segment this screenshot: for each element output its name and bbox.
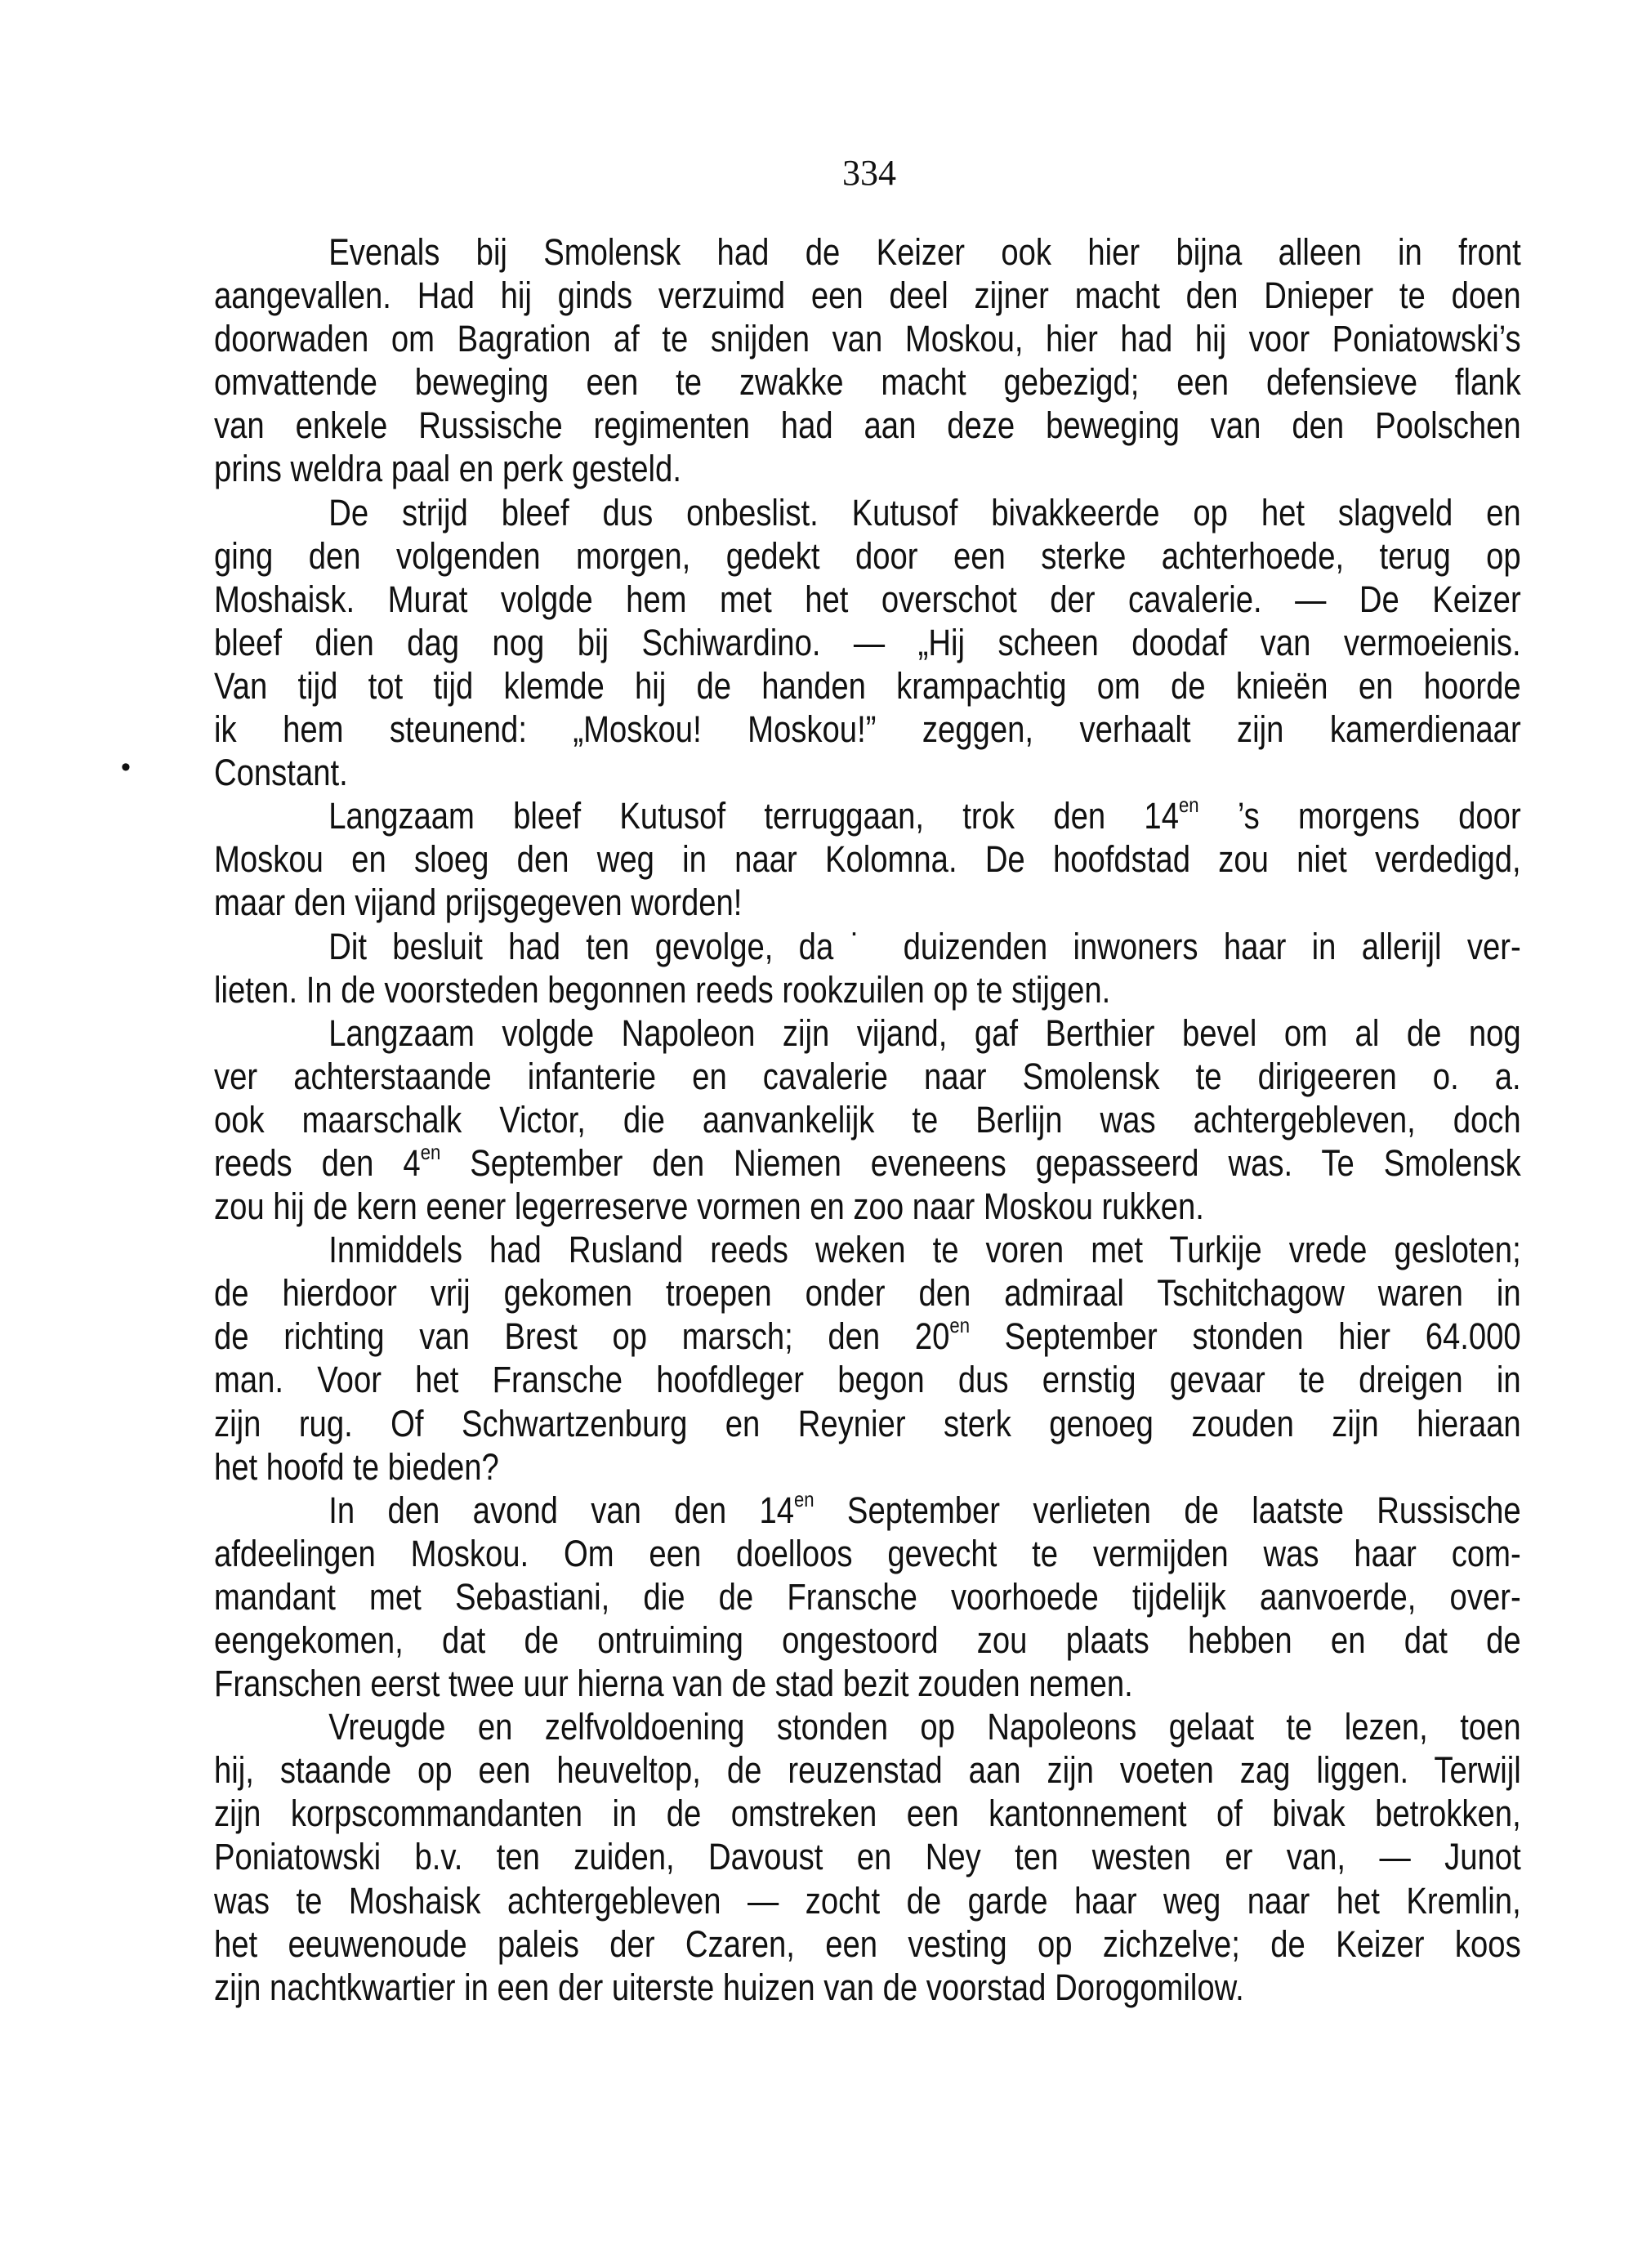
text-segment: Langzaam bleef Kutusof terruggaan, trok den 14 — [328, 795, 1179, 837]
text-line — [214, 1315, 1521, 1358]
text-line: man. Voor het Fransche hoofdleger begon dus ernstig gevaar te dreigen in — [214, 1359, 1521, 1401]
paragraph — [214, 491, 1521, 795]
text-line: bleef dien dag nog bij Schiwardino. — „Hij scheen doodaf van vermoeienis. — [214, 621, 1521, 663]
superscript: en — [949, 1313, 971, 1338]
text-line — [214, 1141, 1521, 1185]
text-segment: September verlieten de laatste Russische — [814, 1489, 1521, 1531]
paragraph — [214, 1228, 1521, 1489]
text-line — [214, 794, 1521, 837]
text-line: Inmiddels had Rusland reeds weken te voren met Turkije vrede gesloten; — [328, 1229, 1521, 1271]
text-line: Moshaisk. Murat volgde hem met het overschot der cavalerie. — De Keizer — [214, 578, 1521, 620]
text-line: lieten. In de voorsteden begonnen reeds rookzuilen op te stijgen. — [214, 968, 1111, 1011]
text-line: Van tijd tot tijd klemde hij de handen krampachtig om de knieën en hoorde — [214, 664, 1521, 707]
text-line: zou hij de kern eener legerreserve vormen en zoo naar Moskou rukken. — [214, 1185, 1204, 1228]
text-line: Dit besluit had ten gevolge, da˙ duizenden inwoners haar in allerijl ver- — [328, 925, 1521, 967]
text-line: Moskou en sloeg den weg in naar Kolomna. De hoofdstad zou niet verdedigd, — [214, 838, 1521, 881]
text-segment: September stonden hier 64.000 — [970, 1315, 1521, 1358]
text-line: ver achterstaande infanterie en cavalerie naar Smolensk te dirigeeren o. a. — [214, 1055, 1521, 1097]
text-line: ging den volgenden morgen, gedekt door een sterke achterhoede, terug op — [214, 534, 1521, 577]
text-line: Constant. — [214, 752, 348, 794]
paragraph — [214, 1011, 1521, 1228]
text-line: ook maarschalk Victor, die aanvankelijk te Berlijn was achtergebleven, doch — [214, 1098, 1521, 1141]
text-line: zijn korpscommandanten in de omstreken een kantonnement of bivak betrokken, — [214, 1793, 1521, 1835]
text-line: was te Moshaisk achtergebleven — zocht de garde haar weg naar het Kremlin, — [214, 1879, 1521, 1922]
margin-mark: • — [121, 752, 131, 783]
page-number: 334 — [842, 153, 896, 193]
text-segment: reeds den 4 — [214, 1141, 421, 1184]
text-segment: In den avond van den 14 — [328, 1489, 794, 1531]
text-line: ik hem steunend: „Moskou! Moskou!” zeggen, verhaalt zijn kamerdienaar — [214, 708, 1521, 751]
paragraph — [214, 794, 1521, 924]
paragraph — [214, 230, 1521, 491]
paragraph — [214, 1486, 1521, 1705]
text-line: Langzaam volgde Napoleon zijn vijand, gaf Berthier bevel om al de nog — [328, 1011, 1521, 1054]
text-line: Franschen eerst twee uur hierna van de stad bezit zouden nemen. — [214, 1663, 1133, 1705]
text-line: doorwaden om Bagration af te snijden van Moskou, hier had hij voor Poniatowski’s — [214, 318, 1521, 360]
text-segment: September den Niemen eveneens gepasseerd was. Te Smolensk — [440, 1141, 1521, 1184]
text-line: van enkele Russische regimenten had aan deze beweging van den Poolschen — [214, 404, 1521, 447]
text-line: zijn nachtkwartier in een der uiterste huizen van de voorstad Dorogomilow. — [214, 1966, 1244, 2008]
paragraph — [214, 925, 1521, 1011]
text-line: het hoofd te bieden? — [214, 1445, 499, 1488]
text-line: hij, staande op een heuveltop, de reuzenstad aan zijn voeten zag liggen. Terwijl — [214, 1749, 1521, 1792]
text-line: Vreugde en zelfvoldoening stonden op Napoleons gelaat te lezen, toen — [328, 1706, 1521, 1748]
text-line: mandant met Sebastiani, die de Fransche voorhoede tijdelijk aanvoerde, over- — [214, 1575, 1521, 1618]
text-line: De strijd bleef dus onbeslist. Kutusof bivakkeerde op het slagveld en — [328, 491, 1521, 534]
text-line: zijn rug. Of Schwartzenburg en Reynier sterk genoeg zouden zijn hieraan — [214, 1402, 1521, 1444]
text-line: het eeuwenoude paleis der Czaren, een vesting op zichzelve; de Keizer koos — [214, 1922, 1521, 1965]
text-line: Evenals bij Smolensk had de Keizer ook hier bijna alleen in front — [328, 231, 1521, 273]
text-line: prins weldra paal en perk gesteld. — [214, 448, 681, 490]
superscript: en — [420, 1139, 441, 1164]
superscript: en — [793, 1486, 814, 1511]
text-line: maar den vijand prijsgegeven worden! — [214, 882, 743, 924]
text-line: de hierdoor vrij gekomen troepen onder den admiraal Tschitchagow waren in — [214, 1272, 1521, 1315]
text-line — [214, 1486, 1521, 1532]
text-line: omvattende beweging een te zwakke macht gebezigd; een defensieve flank — [214, 361, 1521, 404]
text-segment: ’s morgens door — [1198, 795, 1521, 837]
body-text — [214, 230, 1521, 2009]
text-line: aangevallen. Had hij ginds verzuimd een deel zijner macht den Dnieper te doen — [214, 275, 1521, 317]
text-line: afdeelingen Moskou. Om een doelloos gevecht te vermijden was haar com- — [214, 1532, 1521, 1574]
text-line: Poniatowski b.v. ten zuiden, Davoust en Ney ten westen er van, — Junot — [214, 1836, 1521, 1878]
text-segment: de richting van Brest op marsch; den 20 — [214, 1315, 950, 1358]
superscript: en — [1178, 792, 1199, 818]
paragraph — [214, 1705, 1521, 2009]
text-line: eengekomen, dat de ontruiming ongestoord zou plaats hebben en dat de — [214, 1619, 1521, 1661]
